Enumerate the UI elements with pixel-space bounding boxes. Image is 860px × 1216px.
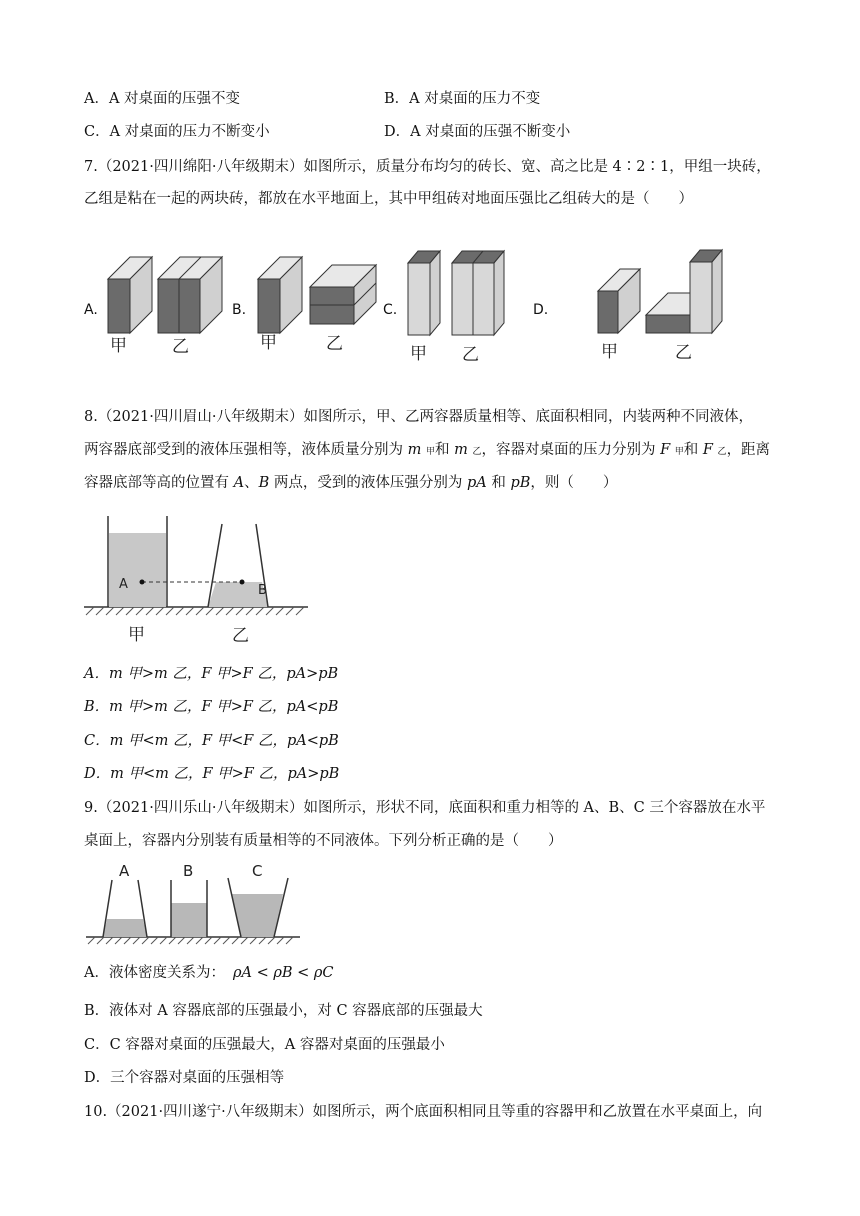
q9-stem-line2: 桌面上，容器内分别装有质量相等的不同液体。下列分析正确的是（ ） — [84, 833, 563, 849]
q8-option-a: A．m 甲>m 乙，F 甲>F 乙，pA>pB — [84, 666, 339, 682]
q9-option-a: A．液体密度关系为： ρA < ρB < ρC — [84, 965, 334, 981]
q6-option-b: B．A 对桌面的压力不变 — [384, 91, 541, 107]
q7-fig-b-yi: 乙 — [326, 334, 343, 354]
q9-fig-label-b: B — [183, 862, 194, 880]
q7-fig-a-yi: 乙 — [172, 337, 189, 357]
q7-fig-b-jia: 甲 — [260, 333, 277, 353]
q8-stem-line3: 容器底部等高的位置有 A、B 两点，受到的液体压强分别为 pA 和 pB，则（ ） — [84, 475, 618, 491]
q7-fig-d-jia: 甲 — [601, 342, 618, 362]
q7-fig-c-jia: 甲 — [410, 344, 427, 364]
q7-fig-label-c: C. — [383, 302, 398, 318]
q7-fig-c-yi: 乙 — [462, 345, 479, 365]
q7-fig-label-a: A. — [84, 302, 98, 318]
q7-stem-line1: 7.（2021·四川绵阳·八年级期末）如图所示，质量分布均匀的砖长、宽、高之比是 4∶2∶1，甲组一块砖， — [84, 159, 771, 175]
q7-fig-label-b: B. — [232, 302, 247, 318]
q8-option-c: C．m 甲<m 乙，F 甲<F 乙，pA<pB — [84, 733, 339, 749]
q8-fig-jia: 甲 — [128, 625, 145, 645]
q8-stem-line2: 两容器底部受到的液体压强相等，液体质量分别为 m 甲和 m 乙，容器对桌面的压力分别为 F 甲和 F 乙，距离 — [84, 442, 771, 458]
q10-stem-line1: 10.（2021·四川遂宁·八年级期末）如图所示，两个底面积相同且等重的容器甲和乙放置在水平桌面上，向 — [84, 1104, 763, 1120]
q8-fig-yi: 乙 — [232, 626, 249, 646]
q7-fig-label-d: D. — [533, 302, 549, 318]
q8-stem-line1: 8.（2021·四川眉山·八年级期末）如图所示，甲、乙两容器质量相等、底面积相同，内装两种不同液体， — [84, 409, 753, 425]
q6-option-a: A．A 对桌面的压强不变 — [84, 91, 241, 107]
q8-fig-point-b: B — [258, 583, 267, 598]
q6-option-d: D．A 对桌面的压强不断变小 — [384, 124, 571, 140]
q9-option-c: C．C 容器对桌面的压强最大，A 容器对桌面的压强最小 — [84, 1037, 445, 1053]
q7-stem-line2: 乙组是粘在一起的两块砖，都放在水平地面上，其中甲组砖对地面压强比乙组砖大的是（ ） — [84, 191, 693, 207]
q7-fig-a-jia: 甲 — [110, 336, 127, 356]
q9-fig-label-c: C — [252, 862, 263, 880]
q9-fig-label-a: A — [119, 862, 130, 880]
q9-stem-line1: 9.（2021·四川乐山·八年级期末）如图所示，形状不同，底面积和重力相等的 A、B、C 三个容器放在水平 — [84, 800, 766, 816]
q7-fig-d-yi: 乙 — [675, 343, 692, 363]
q9-density-formula: ρA < ρB < ρC — [232, 965, 334, 981]
q8-option-b: B．m 甲>m 乙，F 甲>F 乙，pA<pB — [84, 699, 339, 715]
q8-option-d: D．m 甲<m 乙，F 甲>F 乙，pA>pB — [84, 766, 340, 782]
q9-option-d: D．三个容器对桌面的压强相等 — [84, 1070, 285, 1086]
q8-fig-point-a: A — [119, 577, 128, 592]
q6-option-c: C．A 对桌面的压力不断变小 — [84, 124, 270, 140]
q9-option-b: B．液体对 A 容器底部的压强最小，对 C 容器底部的压强最大 — [84, 1003, 483, 1019]
